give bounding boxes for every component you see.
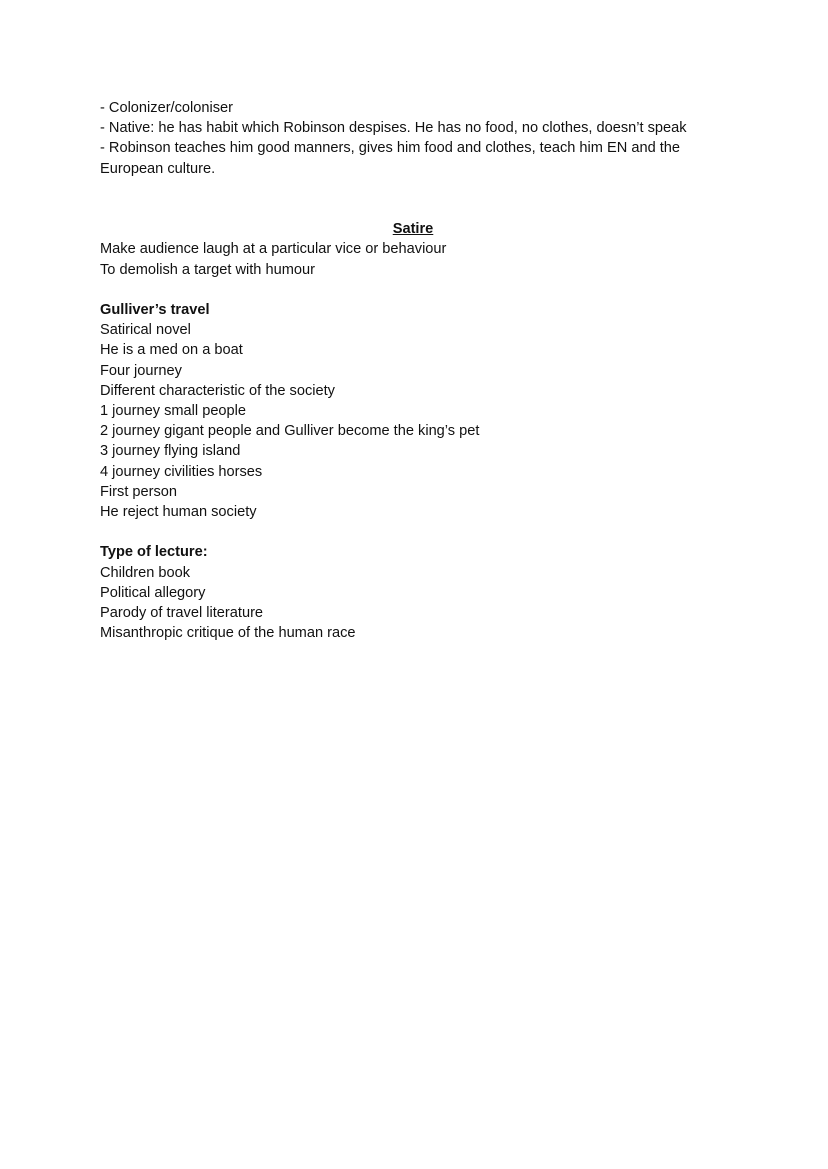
text-line: European culture. xyxy=(100,160,216,177)
text-line: Make audience laugh at a particular vice or behaviour xyxy=(100,241,447,258)
document-page xyxy=(100,98,740,643)
text-line: Four journey xyxy=(100,362,182,379)
text-line: He is a med on a boat xyxy=(100,342,243,359)
bullet-line: - Colonizer/coloniser xyxy=(100,100,234,116)
gulliver-section xyxy=(100,300,740,522)
text-line: 4 journey civilities horses xyxy=(100,463,263,480)
subheading-type-of-lecture: Type of lecture: xyxy=(100,544,208,561)
text-line: 1 journey small people xyxy=(100,403,247,420)
intro-section xyxy=(100,98,740,179)
text-line: 3 journey flying island xyxy=(100,443,241,460)
lecture-section xyxy=(100,542,740,643)
subheading-gulliver: Gulliver’s travel xyxy=(100,302,210,318)
text-line: He reject human society xyxy=(100,504,257,521)
text-line: First person xyxy=(100,483,178,500)
text-line: Parody of travel literature xyxy=(100,605,264,622)
spacer xyxy=(100,280,740,300)
text-line: Children book xyxy=(100,564,191,581)
bullet-line: - Native: he has habit which Robinson despises. He has no food, no clothes, doesn’t speak xyxy=(100,120,687,137)
spacer xyxy=(100,179,740,219)
text-line: Satirical novel xyxy=(100,322,191,339)
section-heading-satire: Satire xyxy=(392,221,434,238)
spacer xyxy=(100,522,740,542)
bullet-line: - Robinson teaches him good manners, gives him food and clothes, teach him EN and the xyxy=(100,140,681,157)
text-line: Political allegory xyxy=(100,584,206,601)
satire-section xyxy=(100,219,740,280)
text-line: 2 journey gigant people and Gulliver become the king’s pet xyxy=(100,423,480,440)
text-line: Misanthropic critique of the human race xyxy=(100,625,356,642)
text-line: To demolish a target with humour xyxy=(100,261,315,278)
text-line: Different characteristic of the society xyxy=(100,382,335,399)
